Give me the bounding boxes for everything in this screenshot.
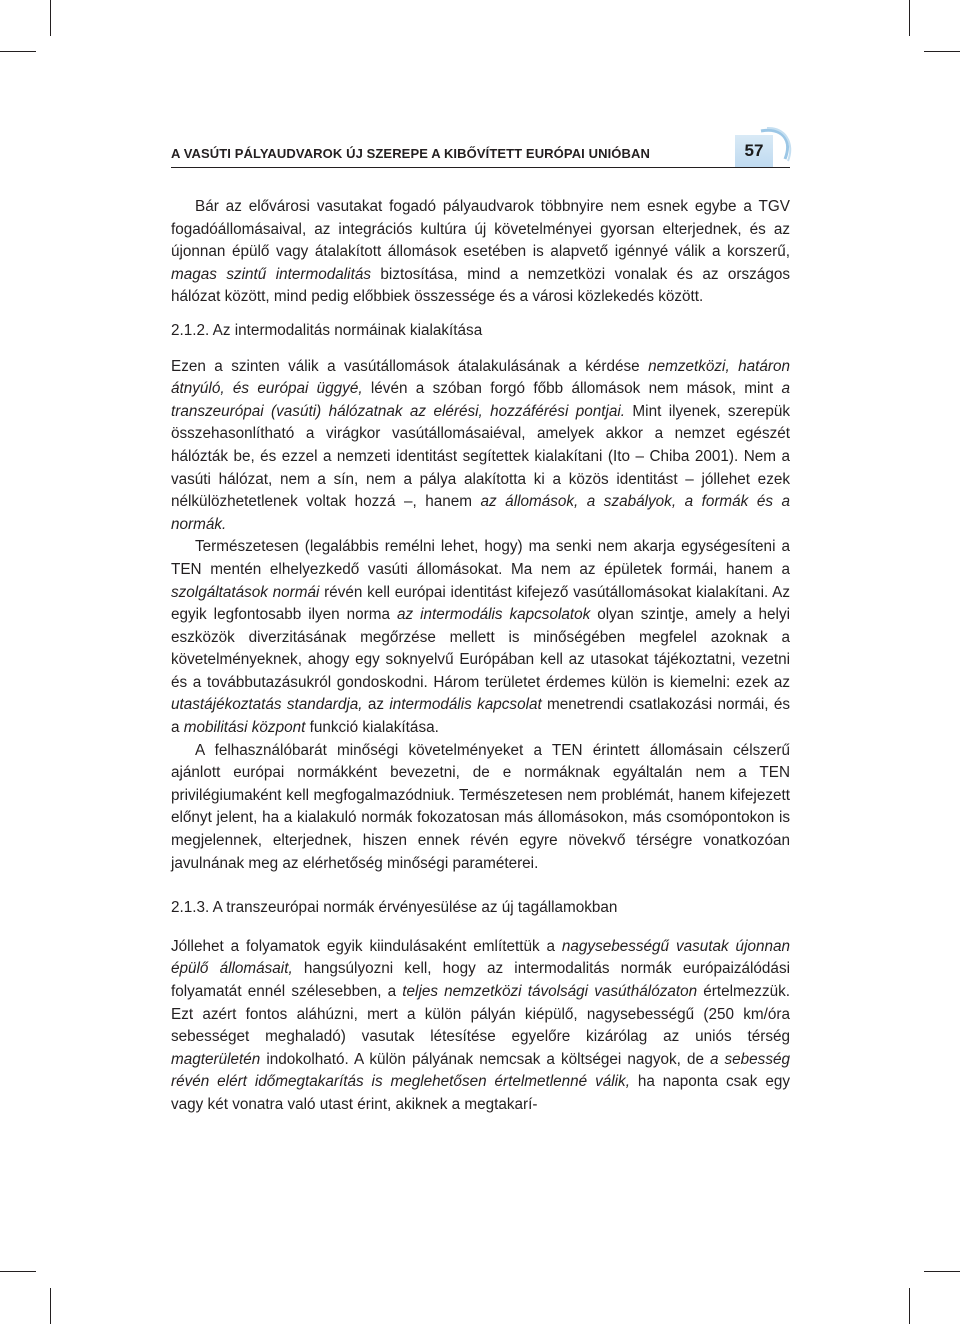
crop-mark: [909, 0, 910, 36]
text: Bár az elővárosi vasutakat fogadó pályaudvarok többnyire nem esnek egybe a TGV fogadóállomásaival, az integrációs kultúra új követelményei gyorsan elterjednek, és az újonnan épülő vagy átalakított állomások esetében is alapvető igénnyé válik a korszerű,: [171, 198, 790, 261]
crop-mark: [0, 51, 36, 52]
emphasis: utastájékoztatás standardja,: [171, 696, 363, 714]
text: révén kell európai identitást kifejező vasútállomásokat kialakítani. Az egyik legfontosabb ilyen norma: [171, 583, 790, 624]
crop-mark: [0, 1271, 36, 1272]
emphasis: a sebesség révén elért időmegtakarítás is meglehetősen értelmetlenné válik,: [171, 1050, 790, 1091]
emphasis: a transzeurópai (vasúti) hálózatnak az elérési, hozzáférési pontjai.: [171, 380, 790, 420]
paragraph: [171, 536, 790, 739]
emphasis: magas szintű intermodalitás: [171, 265, 371, 283]
emphasis: az állomások, a szabályok, a formák és a normák.: [171, 493, 790, 533]
text: értelmezzük. Ezt azért fontos aláhúzni, mert a külön pályán kiépülő, nagysebességű (250 km/óra sebességet meghaladó) vasutak létesítése egyelőre kizárólag az uniós térség: [171, 983, 790, 1046]
text: ha naponta csak egy vagy két vonatra való utast érint, akiknek a megtakarí-: [171, 1073, 790, 1113]
running-title: A VASÚTI PÁLYAUDVAROK ÚJ SZEREPE A KIBŐVÍTETT EURÓPAI UNIÓBAN: [171, 146, 650, 161]
section-heading: 2.1.3. A transzeurópai normák érvényesülése az új tagállamokban: [171, 899, 618, 917]
emphasis: intermodális kapcsolat: [389, 696, 542, 714]
text: lévén a szóban forgó főbb állomások nem mások, mint: [362, 380, 782, 398]
text: hangsúlyozni kell, hogy az intermodalitás normák európaizálódási folyamatát ennél szélesebben, a: [171, 960, 790, 1000]
body-text: [171, 196, 790, 1117]
crop-mark: [909, 1288, 910, 1324]
crop-mark: [50, 0, 51, 36]
crop-mark: [924, 1271, 960, 1272]
paragraph: [171, 196, 790, 309]
text: az: [362, 696, 390, 714]
section-heading: 2.1.2. Az intermodalitás normáinak kialakítása: [171, 321, 483, 339]
crop-mark: [924, 51, 960, 52]
emphasis: nemzetközi, határon átnyúló, és európai üggyé,: [171, 357, 791, 398]
text: Ezen a szinten válik a vasútállomások átalakulásának a kérdése: [171, 357, 649, 375]
text: menetrendi csatlakozási normái, és a: [171, 696, 790, 737]
paragraph: [171, 356, 790, 537]
paragraph: [171, 740, 790, 876]
emphasis: magterületén: [171, 1050, 261, 1068]
emphasis: szolgáltatások normái: [171, 583, 320, 601]
paragraph: [171, 936, 790, 1117]
page-header: [171, 128, 790, 168]
text: Mint ilyenek, szerepük összehasonlítható a virágkor vasútállomásaiéval, amelyek akkor a nemzet egészét hálózták be, és ezzel a nemzeti identitást segítettek kialakítani (Ito – Chiba 2001). Nem a vasúti hálózat, nem a sín, nem a pálya alakította ki a közös identitást – jóllehet ezek nélkülözhetetlenek voltak hozzá –, hanem: [171, 402, 790, 511]
emphasis: teljes nemzetközi távolsági vasúthálózaton: [402, 983, 698, 1000]
header-rule: [171, 167, 790, 168]
text: funkció kialakítása.: [305, 719, 439, 737]
text: Jóllehet a folyamatok egyik kiindulásaként említettük a: [171, 937, 562, 955]
text: Természetesen (legalábbis remélni lehet, hogy) ma senki nem akarja egységesíteni a TEN mentén elhelyezkedő vasúti állomásokat. Ma nem az épületek formái, hanem a: [171, 538, 790, 578]
page-number: 57: [744, 141, 764, 160]
text: A felhasználóbarát minőségi követelményeket a TEN érintett állomásain célszerű ajánlott európai normákként bevezetni, de e normáknak egyáltalán nem a TEN privilégiumaként kell megfogalmazódniuk. Természetesen nem problémát, hanem kifejezett előnyt jelent, ha a kialakuló normák fokozatosan más állomásokon, más csomópontokon is megjelennek, elterjednek, hiszen ennek révén egyre növekvő térségre vonatkozóan javulnának meg az elérhetőség minőségi paraméterei.: [171, 741, 790, 872]
crop-mark: [50, 1288, 51, 1324]
emphasis: nagysebességű vasutak újonnan épülő állomásait,: [171, 937, 791, 978]
text: biztosítása, mind a nemzetközi vonalak és az országos hálózat között, mind pedig előbbiek összessége és a városi közlekedés között.: [171, 265, 790, 306]
emphasis: mobilitási központ: [183, 719, 306, 737]
text: olyan szintje, amely a helyi eszközök diverzitásának megőrzése mellett is minőségében megfelel azoknak a követelményeknek, ahogy egy soknyelvű Európában kell az utasokat tájékoztatni, vezetni és a továbbutazásukról gondoskodni. Három területet érdemes külön is kiemelni: ezek az: [171, 606, 790, 691]
emphasis: az intermodális kapcsolatok: [396, 606, 591, 624]
page-number-badge: [733, 129, 793, 167]
text: indokolható. A külön pályának nemcsak a költségei nagyok, de: [260, 1050, 710, 1068]
